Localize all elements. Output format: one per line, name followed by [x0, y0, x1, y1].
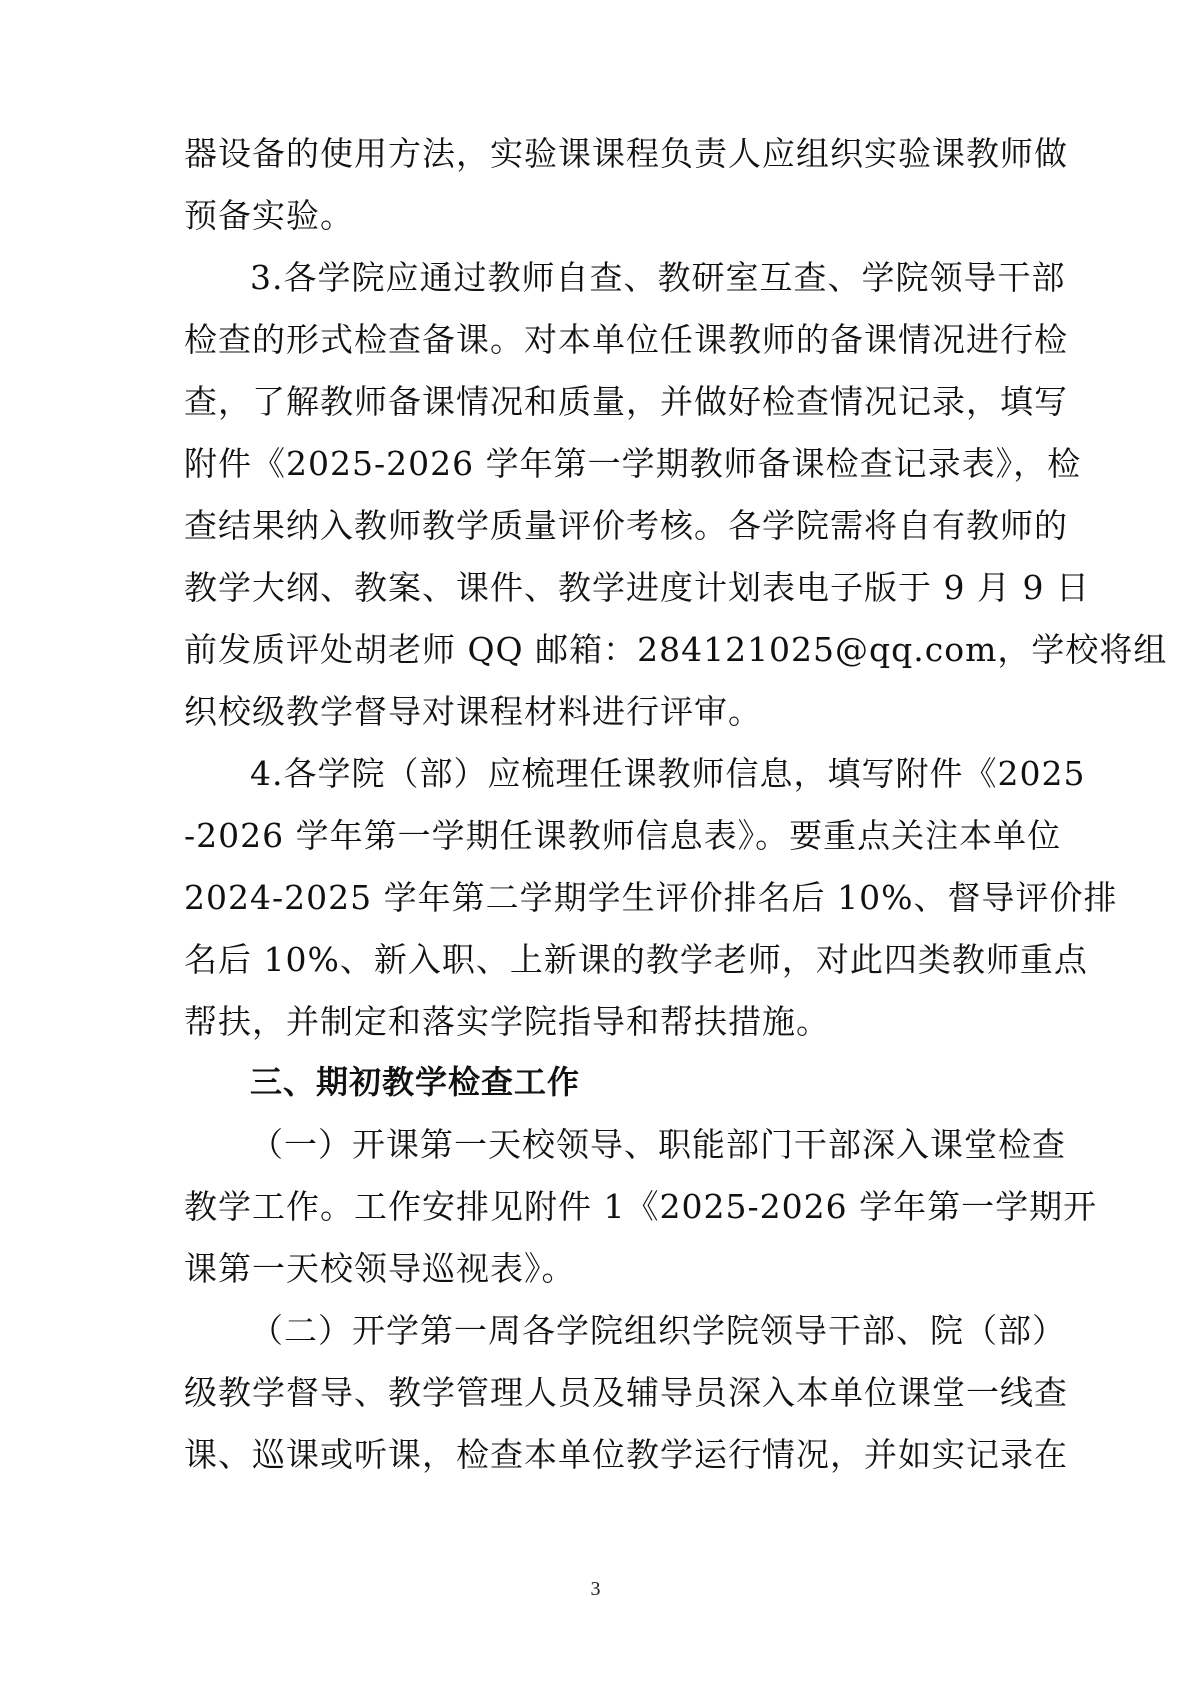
- paragraph-line: 2024-2025 学年第二学期学生评价排名后 10%、督导评价排: [184, 878, 1118, 917]
- paragraph-line: 课、巡课或听课，检查本单位教学运行情况，并如实记录在: [184, 1435, 1068, 1474]
- paragraph-line: 3.各学院应通过教师自查、教研室互查、学院领导干部: [250, 258, 1066, 297]
- paragraph-line: 器设备的使用方法，实验课课程负责人应组织实验课教师做: [184, 134, 1068, 173]
- paragraph-line: 4.各学院（部）应梳理任课教师信息，填写附件《2025: [250, 754, 1086, 793]
- paragraph-line: 前发质评处胡老师 QQ 邮箱：284121025@qq.com，学校将组: [184, 630, 1168, 669]
- paragraph-line: -2026 学年第一学期任课教师信息表》。要重点关注本单位: [184, 816, 1062, 855]
- paragraph-line: 教学工作。工作安排见附件 1《2025-2026 学年第一学期开: [184, 1187, 1098, 1226]
- section-heading: 三、期初教学检查工作: [250, 1063, 581, 1101]
- paragraph-line: 教学大纲、教案、课件、教学进度计划表电子版于 9 月 9 日: [184, 568, 1090, 607]
- paragraph-line: 课第一天校领导巡视表》。: [184, 1249, 576, 1288]
- page-number: 3: [590, 1578, 601, 1600]
- paragraph-line: 附件《2025-2026 学年第一学期教师备课检查记录表》，检: [184, 444, 1082, 483]
- paragraph-line: （二）开学第一周各学院组织学院领导干部、院（部）: [250, 1311, 1066, 1350]
- paragraph-line: 预备实验。: [184, 196, 354, 235]
- paragraph-line: 级教学督导、教学管理人员及辅导员深入本单位课堂一线查: [184, 1373, 1068, 1412]
- paragraph-line: 检查的形式检查备课。对本单位任课教师的备课情况进行检: [184, 320, 1068, 359]
- paragraph-line: 查结果纳入教师教学质量评价考核。各学院需将自有教师的: [184, 506, 1068, 545]
- paragraph-line: 织校级教学督导对课程材料进行评审。: [184, 692, 762, 731]
- paragraph-line: 名后 10%、新入职、上新课的教学老师，对此四类教师重点: [184, 940, 1088, 979]
- paragraph-line: 查，了解教师备课情况和质量，并做好检查情况记录，填写: [184, 382, 1068, 421]
- paragraph-line: 帮扶，并制定和落实学院指导和帮扶措施。: [184, 1002, 830, 1041]
- paragraph-line: （一）开课第一天校领导、职能部门干部深入课堂检查: [250, 1125, 1066, 1164]
